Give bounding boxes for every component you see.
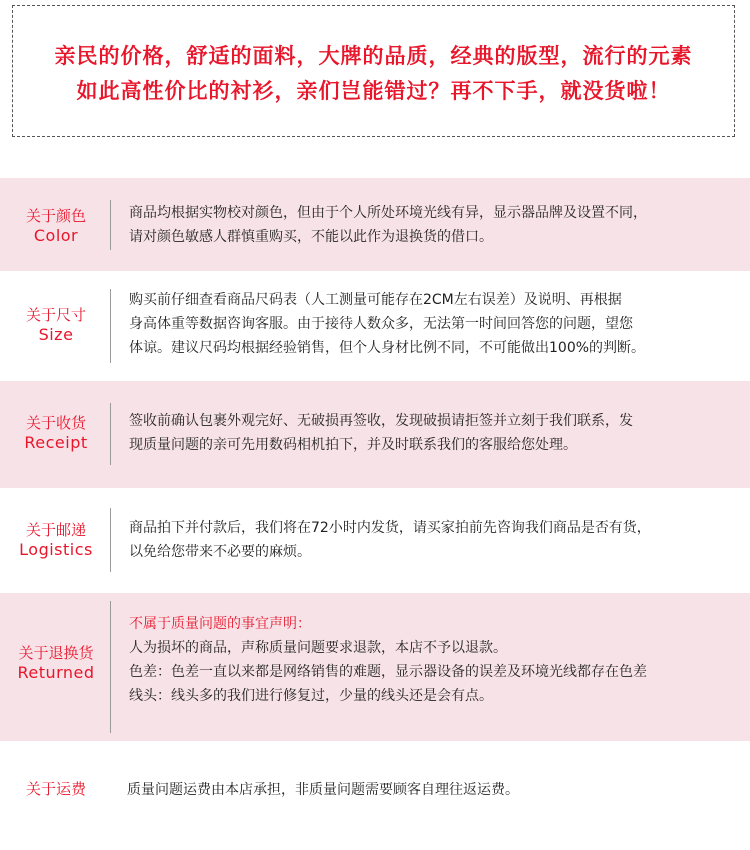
text-line: 质量问题运费由本店承担，非质量问题需要顾客自理往返运费。: [127, 782, 519, 798]
text-line: 线头：线头多的我们进行修复过，少量的线头还是会有点。: [129, 688, 493, 704]
section-logistics-text: [129, 516, 750, 564]
section-logistics-label-cn: 关于邮递: [25, 521, 86, 539]
section-returned-label-en: Returned: [17, 663, 95, 682]
section-returned-label: [0, 643, 112, 683]
text-line: 请对颜色敏感人群慎重购买，不能以此作为退换货的借口。: [129, 229, 493, 245]
section-size-text: [129, 288, 750, 360]
section-size-label-cn: 关于尺寸: [25, 306, 86, 324]
section-color: [0, 178, 750, 271]
section-shipping: [0, 741, 750, 850]
slogan-line-2: 如此高性价比的衬衫，亲们岂能错过？再不下手，就没货啦！: [76, 79, 671, 103]
returned-heading: 不属于质量问题的事宜声明：: [129, 616, 311, 632]
text-line: 购买前仔细查看商品尺码表（人工测量可能存在2CM左右误差）及说明、再根据: [129, 292, 622, 308]
text-line: 身高体重等数据咨询客服。由于接待人数众多，无法第一时间回答您的问题，望您: [129, 316, 633, 332]
section-receipt-label-cn: 关于收货: [25, 414, 86, 432]
text-line: 体谅。建议尺码均根据经验销售，但个人身材比例不同，不可能做出100%的判断。: [129, 340, 646, 356]
text-line: 色差：色差一直以来都是网络销售的难题，显示器设备的误差及环境光线都存在色差: [129, 664, 647, 680]
section-returned-text: [129, 612, 750, 708]
text-line: 商品拍下并付款后，我们将在72小时内发货，请买家拍前先咨询我们商品是否有货，: [129, 520, 651, 536]
section-receipt: [0, 381, 750, 488]
section-logistics-label-en: Logistics: [19, 540, 93, 559]
section-returned: [0, 593, 750, 741]
section-receipt-label: [0, 413, 112, 453]
text-line: 签收前确认包裹外观完好、无破损再签收，发现破损请拒签并立刻于我们联系，发: [129, 413, 633, 429]
section-logistics-label: [0, 520, 112, 560]
section-receipt-text: [129, 409, 750, 457]
slogan-line-1: 亲民的价格，舒适的面料，大牌的品质，经典的版型，流行的元素: [54, 44, 693, 68]
section-size: [0, 271, 750, 381]
section-divider: [110, 200, 111, 250]
section-receipt-label-en: Receipt: [24, 433, 88, 452]
section-divider: [110, 289, 111, 363]
text-line: 现质量问题的亲可先用数码相机拍下，并及时联系我们的客服给您处理。: [129, 437, 577, 453]
text-line: 商品均根据实物校对颜色，但由于个人所处环境光线有异，显示器品牌及设置不同，: [129, 205, 647, 221]
section-shipping-text: [127, 778, 750, 802]
section-divider: [110, 601, 111, 733]
section-size-label: [0, 305, 112, 345]
section-color-label-en: Color: [33, 226, 79, 245]
section-shipping-label-cn: 关于运费: [25, 780, 86, 798]
section-color-label-cn: 关于颜色: [25, 207, 86, 225]
section-logistics: [0, 488, 750, 593]
section-color-label: [0, 206, 112, 246]
text-line: 人为损坏的商品，声称质量问题要求退款，本店不予以退款。: [129, 640, 507, 656]
section-color-text: [129, 201, 750, 249]
section-divider: [110, 403, 111, 465]
text-line: 以免给您带来不必要的麻烦。: [129, 544, 311, 560]
section-shipping-label: [0, 779, 112, 799]
slogan-banner: [12, 5, 735, 137]
section-returned-label-cn: 关于退换货: [18, 644, 94, 662]
section-divider: [110, 508, 111, 572]
section-size-label-en: Size: [38, 325, 74, 344]
